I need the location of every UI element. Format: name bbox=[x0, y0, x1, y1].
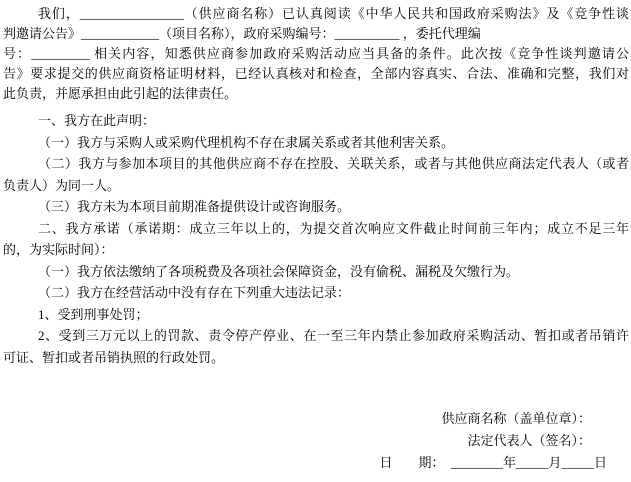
supplier-name-line: 供应商名称（盖单位章）： bbox=[441, 411, 591, 426]
document-line: 2、受到三万元以上的罚款、责令停产停业、在一至三年内禁止参加政府采购活动、暂扣或者吊销许 bbox=[38, 328, 629, 343]
intro-paragraph bbox=[3, 4, 629, 104]
signature-block bbox=[3, 408, 629, 474]
document-line: （一）我方与采购人或采购代理机构不存在隶属关系或者其他利害关系。 bbox=[38, 134, 455, 150]
document-line: 号：_________ 相关内容，知悉供应商参加政府采购活动应当具备的条件。此次按《竞争性谈判邀请公 bbox=[3, 46, 629, 61]
legal-representative-line: 法定代表人（签名）： bbox=[467, 433, 591, 448]
document-line: （二）我方与参加本项目的其他供应商不存在控股、关联关系，或者与其他供应商法定代表人（或者 bbox=[38, 156, 629, 171]
document-line: 此负责，并愿承担由此引起的法律责任。 bbox=[3, 86, 238, 101]
date-line: 日 期： ________年_____月_____日 bbox=[379, 455, 607, 470]
declaration-clauses bbox=[3, 110, 629, 368]
document-line: （一）我方依法缴纳了各项税费及各项社会保障资金，没有偷税、漏税及欠缴行为。 bbox=[38, 263, 520, 279]
document-line: 判邀请公告》____________（项目名称），政府采购编号：__________ ，委托代理编 bbox=[3, 26, 481, 41]
document-line: 我们，________________（供应商名称）已认真阅读《中华人民共和国政府采购法》及《竞争性谈 bbox=[38, 6, 629, 21]
document-line: 可证、暂扣或者吊销执照的行政处罚。 bbox=[3, 349, 225, 365]
document-line: （三）我方未为本项目前期准备提供设计或咨询服务。 bbox=[38, 199, 351, 214]
document-line: 二、我方承诺（承诺期：成立三年以上的，为提交首次响应文件截止时间前三年内；成立不足三年 bbox=[38, 220, 629, 236]
document-line: 1、受到刑事处罚； bbox=[38, 306, 149, 322]
document-line: 一、我方在此声明： bbox=[38, 113, 156, 128]
document-line: 的，为实际时间）： bbox=[3, 242, 114, 257]
document-line: 告》要求提交的供应商资格证明材料，已经认真核对和检查，全部内容真实、合法、准确和完整，我们对 bbox=[3, 66, 629, 81]
document-line: （二）我方在经营活动中没有存在下列重大违法记录： bbox=[38, 285, 351, 300]
document-line: 负责人）为同一人。 bbox=[3, 177, 121, 193]
